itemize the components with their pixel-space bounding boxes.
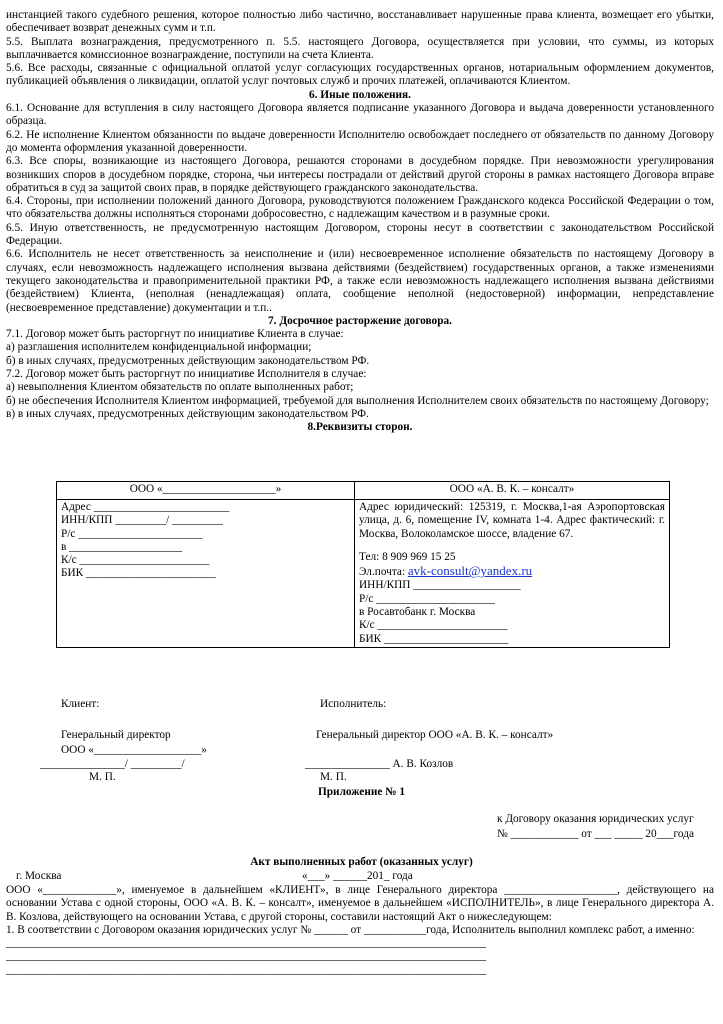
requisites-table (56, 481, 670, 648)
paragraph-7-2-a: а) невыполнения Клиентом обязательств по оплате выполненных работ; (6, 381, 354, 394)
section-6-title: 6. Иные положения. (309, 88, 411, 101)
executor-stamp-place: М. П. (320, 771, 347, 783)
client-header-cell: ООО «____________________» (57, 482, 355, 500)
paragraph-6-2: 6.2. Не исполнение Клиентом обязанности по выдаче доверенности Исполнителю освобождает последнего от обязательств по данному Договору до момента оформления указанной доверенности. (6, 128, 714, 154)
client-inn-kpp: ИНН/КПП _________/ _________ (61, 514, 223, 527)
section-7-title: 7. Досрочное расторжение договора. (268, 314, 452, 327)
paragraph-7-1-a: а) разглашения исполнителем конфиденциальной информации; (6, 341, 312, 354)
paragraph-6-1: 6.1. Основание для вступления в силу настоящего Договора является подписание указанного Договора и выдача доверенности установленного образца. (6, 102, 714, 128)
act-blank-line: _____________________________________________________________________________________ (6, 950, 487, 963)
executor-inn-kpp: ИНН/КПП ___________________ (359, 579, 521, 592)
section-8-title: 8.Реквизиты сторон. (307, 421, 413, 434)
paragraph-5-5: 5.5. Выплата вознаграждения, предусмотренного п. 5.5. настоящего Договора, осуществляется при условии, что суммы, из которых выплачивается комиссионное вознаграждение, поступили на счета Клиента. (6, 35, 714, 61)
paragraph-7-1: 7.1. Договор может быть расторгнут по инициативе Клиента в случае: (6, 328, 344, 341)
client-bank: в ____________________ (61, 540, 183, 553)
act-blank-line: _____________________________________________________________________________________ (6, 963, 487, 976)
executor-phone: Тел: 8 909 969 15 25 (359, 550, 456, 563)
client-signature-line: _______________/ _________/ (40, 758, 185, 770)
client-stamp-place: М. П. (89, 771, 116, 783)
appendix-title: Приложение № 1 (317, 786, 406, 798)
client-bik: БИК _______________________ (61, 567, 216, 580)
contract-body (6, 9, 714, 435)
client-address: Адрес ________________________ (61, 501, 230, 513)
executor-bank: в Росавтобанк г. Москва (359, 606, 476, 619)
paragraph-7-1-b: б) в иных случаях, предусмотренных действующим законодательством РФ. (6, 354, 370, 367)
executor-signature-line: _______________ А. В. Козлов (305, 758, 454, 770)
paragraph-6-6: 6.6. Исполнитель не несет ответственность за неисполнение и (или) несвоевременное исполнение обязательств по настоящему Договору в случаях, если невозможность надлежащего исполнения вызвана действиями (бездействием) государственных органов, а также изменениями текущего законодательства и правоприменительной практики РФ, а также если невозможность надлежащего исполнения вызвана действиями (бездействием) Клиента, (неполная (ненадлежащая) оплата, сообщение неполной (недостоверной) информации, непредставление (несвоевременное представление) документации и т.п.. (6, 248, 714, 314)
paragraph-7-2-c: в) в иных случаях, предусмотренных действующим законодательством РФ. (6, 407, 369, 420)
act-item-1: 1. В соответствии с Договором оказания юридических услуг № ______ от ___________года, Исполнитель выполнил комплекс работ, а именно: (6, 923, 695, 936)
paragraph-7-2: 7.2. Договор может быть расторгнут по инициативе Исполнителя в случае: (6, 368, 367, 381)
executor-email-line (359, 564, 665, 579)
executor-email-label: Эл.почта: (359, 566, 408, 579)
paragraph-6-3: 6.3. Все споры, возникающие из настоящего Договора, решаются сторонами в досудебном порядке. При невозможности урегулирования возникших споров в досудебном порядке, сторона, чьи интересы пострадали от действий другой стороны в рамках настоящего Договора вправе обратиться в суд за защитой своих прав, в порядке действующего гражданского законодательства. (6, 155, 714, 194)
executor-bik: БИК ______________________ (359, 632, 509, 645)
act-city: г. Москва (16, 870, 62, 882)
client-requisites-cell (57, 500, 355, 648)
executor-corr-account: К/с _______________________ (359, 619, 508, 632)
executor-director: Генеральный директор ООО «А. В. К. – консалт» (316, 729, 554, 741)
executor-email-link[interactable]: avk-consult@yandex.ru (407, 563, 533, 579)
paragraph-6-4: 6.4. Стороны, при исполнении положений данного Договора, руководствуются положением Гражданского кодекса Российской Федерации о том, что обязательства должны исполняться сторонами добросовестно, с надлежащим качеством и в разумные сроки. (6, 195, 714, 221)
act-parties-paragraph: ООО «_____________», именуемое в дальнейшем «КЛИЕНТ», в лице Генерального директора ____________________, действующего на основании Устава с одной стороны, ООО «А. В. К. – консалт», именуемое в дальнейшем «ИСПОЛНИТЕЛЬ», в лице Генерального директора А. В. Козлова, действующего на основании Устава, с другой стороны, составили настоящий Акт о нижеследующем: (6, 884, 714, 923)
act-title: Акт выполненных работ (оказанных услуг) (250, 856, 473, 868)
client-label: Клиент: (61, 698, 100, 710)
executor-header-cell: ООО «А. В. К. – консалт» (355, 482, 670, 500)
executor-address: Адрес юридический: 125319, г. Москва,1-ая Аэропортовская улица, д. 6, помещение IV, комната 1-4. Адрес фактический: г. Москва, Волоколамское шоссе, владение 67. (359, 501, 665, 540)
appendix-ref-line-2: № ____________ от ___ _____ 20___года (497, 828, 694, 840)
client-org: ООО «___________________» (61, 744, 207, 756)
client-account: Р/с ______________________ (61, 527, 203, 540)
executor-label: Исполнитель: (320, 698, 387, 710)
paragraph-5-6: 5.6. Все расходы, связанные с официальной оплатой услуг согласующих государственных органов, нотариальным оформлением документов, публикацией объявления о ликвидации, оплатой услуг почтовых служб и прочих платежей, оплачиваются Клиентом. (6, 62, 714, 88)
appendix-ref-line-1: к Договору оказания юридических услуг (497, 813, 694, 825)
act-date: «___» ______201_ года (302, 870, 413, 882)
paragraph-6-5: 6.5. Иную ответственность, не предусмотренную настоящим Договором, стороны несут в соответствии с законодательством Российской Федерации. (6, 221, 714, 248)
executor-requisites-cell (355, 500, 670, 648)
paragraph-7-2-b: б) не обеспечения Исполнителя Клиентом информацией, требуемой для выполнения Исполнителем своих обязательств по настоящему Договору; (6, 394, 709, 407)
paragraph-5-4-cont: инстанцией такого судебного решения, которое полностью либо частично, восстанавливает нарушенные права клиента, возмещает его убытки, обеспечивает возврат денежных сумм и т.п. (6, 9, 714, 35)
executor-account: Р/с _____________________ (359, 592, 495, 605)
client-corr-account: К/с _______________________ (61, 554, 210, 567)
act-blank-line: _____________________________________________________________________________________ (6, 937, 487, 950)
client-director: Генеральный директор (61, 729, 171, 741)
act-body (6, 884, 714, 977)
